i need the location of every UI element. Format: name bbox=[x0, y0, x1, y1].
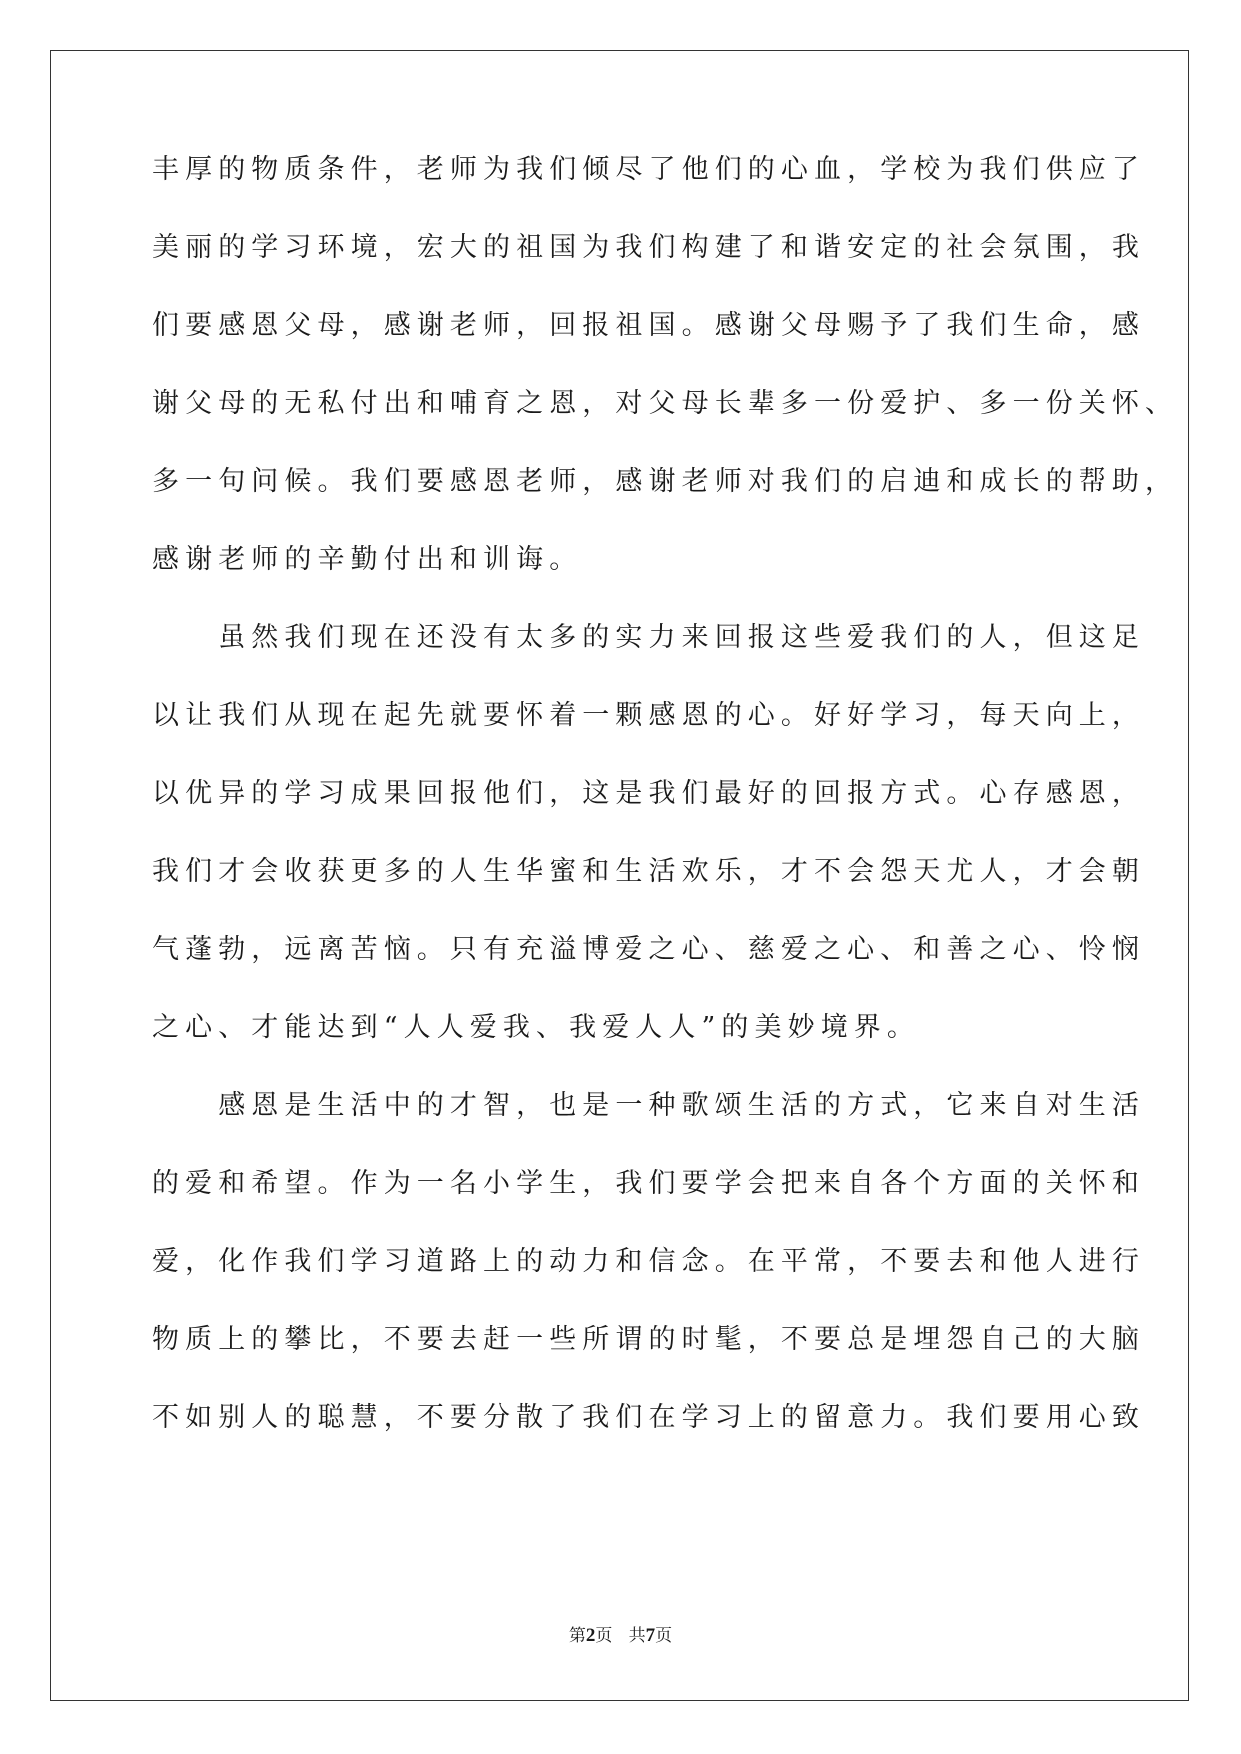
text-line: 物质上的攀比，不要去赶一些所谓的时髦，不要总是埋怨自己的大脑 bbox=[152, 1324, 1145, 1355]
text-line: 美丽的学习环境，宏大的祖国为我们构建了和谐安定的社会氛围，我 bbox=[152, 232, 1145, 263]
text-line: 气蓬勃，远离苦恼。只有充溢博爱之心、慈爱之心、和善之心、怜悯 bbox=[152, 934, 1145, 965]
text-line: 不如别人的聪慧，不要分散了我们在学习上的留意力。我们要用心致 bbox=[152, 1402, 1145, 1433]
text-line: 爱，化作我们学习道路上的动力和信念。在平常，不要去和他人进行 bbox=[152, 1246, 1145, 1277]
page-label-prefix: 第 bbox=[568, 1626, 586, 1646]
text-line: 丰厚的物质条件，老师为我们倾尽了他们的心血，学校为我们供应了 bbox=[152, 154, 1145, 185]
text-line: 的爱和希望。作为一名小学生，我们要学会把来自各个方面的关怀和 bbox=[152, 1168, 1145, 1199]
text-line: 感谢老师的辛勤付出和训诲。 bbox=[152, 544, 583, 575]
text-line: 我们才会收获更多的人生华蜜和生活欢乐，才不会怨天尤人，才会朝 bbox=[152, 856, 1145, 887]
total-label-suffix: 页 bbox=[655, 1626, 673, 1646]
text-line: 以让我们从现在起先就要怀着一颗感恩的心。好好学习，每天向上， bbox=[152, 700, 1145, 731]
text-line: 之心、才能达到“人人爱我、我爱人人”的美妙境界。 bbox=[152, 1012, 921, 1043]
text-line: 感恩是生活中的才智，也是一种歌颂生活的方式，它来自对生活 bbox=[152, 1090, 1145, 1121]
text-line: 多一句问候。我们要感恩老师，感谢老师对我们的启迪和成长的帮助， bbox=[152, 466, 1179, 497]
page-footer bbox=[0, 1625, 1241, 1647]
page-number: 2 bbox=[585, 1625, 596, 1646]
total-label-prefix: 共 bbox=[628, 1626, 646, 1646]
text-line: 谢父母的无私付出和哺育之恩，对父母长辈多一份爱护、多一份关怀、 bbox=[152, 388, 1179, 419]
text-line: 们要感恩父母，感谢老师，回报祖国。感谢父母赐予了我们生命，感 bbox=[152, 310, 1145, 341]
text-line: 以优异的学习成果回报他们，这是我们最好的回报方式。心存感恩， bbox=[152, 778, 1145, 809]
page-label-suffix: 页 bbox=[595, 1626, 613, 1646]
total-pages: 7 bbox=[645, 1625, 656, 1646]
text-line: 虽然我们现在还没有太多的实力来回报这些爱我们的人，但这足 bbox=[152, 622, 1145, 653]
